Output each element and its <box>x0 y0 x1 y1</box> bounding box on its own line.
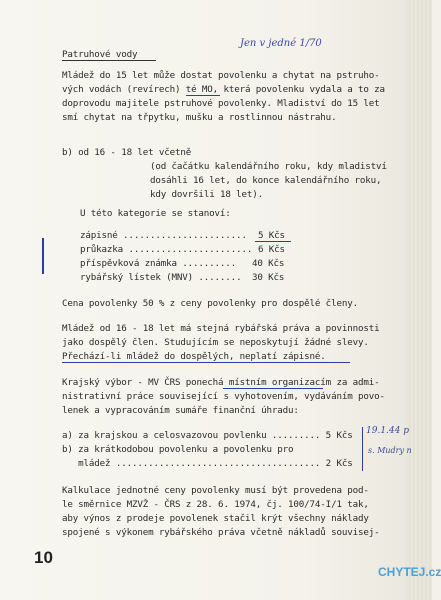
chytej-logo <box>378 565 441 587</box>
item-b-sub2: dosáhli 16 let, do konce kalendářního roku, <box>150 175 382 186</box>
page-edge <box>406 0 432 600</box>
para3-line3: Přechází-li mládež do dospělých, neplatí zápisné. <box>62 351 326 362</box>
fee-b-line: b) za krátkodobou povolenku a povolenku pro <box>62 444 294 455</box>
page-number: 10 <box>34 548 53 567</box>
para4-line2: nistrativní práce související s vyhotovením, vydáváním povo- <box>62 391 385 402</box>
para1-line1: Mládež do 15 let může dostat povolenku a chytat na pstruho- <box>62 70 380 81</box>
para3-line1: Mládež od 16 - 18 let má stejná rybářská práva a povinnosti <box>62 323 380 334</box>
fee-a-line: a) za krajskou a celosvazovou povlenku ......... 5 Kčs <box>62 430 353 441</box>
para1-line4: smí chytat na třpytku, mušku a rostlinnou nástrahu. <box>62 112 337 123</box>
para5-line3: aby výnos z prodeje povolenek stačil krýt všechny náklady <box>62 513 369 524</box>
fee-row-znamka: příspěvková známka .......... <box>80 258 237 269</box>
underline-te-mo <box>186 95 220 96</box>
handwritten-note-right2: s. Mudry n <box>368 446 412 455</box>
para4-line3: lenek a vypracováním sumáře finanční úhradu: <box>62 405 299 416</box>
handwritten-note-top: Jen v jedné 1/70 <box>240 38 322 49</box>
margin-bracket <box>42 238 44 274</box>
para2: Cena povolenky 50 % z ceny povolenky pro dospělé členy. <box>62 298 358 309</box>
underline-mistnim <box>223 388 323 389</box>
para5-line2: le směrnice MZVŽ - ČRS z 28. 6. 1974, čj. 100/74-I/1 tak, <box>62 499 369 510</box>
para4-line1: Krajský výbor - MV ČRS ponechá místním organizacím za admi- <box>62 377 380 388</box>
para3-line2: jako dospělý člen. Studujícím se neposkytují žádné slevy. <box>62 337 369 348</box>
underline-prechazi <box>62 362 350 363</box>
underline-5kcs <box>255 241 291 242</box>
item-b-line: b) od 16 - 18 let včetně <box>62 147 192 158</box>
para5-line1: Kalkulace jednotné ceny povolenky musí být provedena pod- <box>62 485 369 496</box>
logo-text: CHYTEJ.cz <box>378 565 441 579</box>
fee-row-listek: rybářský lístek (MNV) ........ <box>80 272 242 283</box>
fee-value-prukazka: 6 Kčs <box>258 244 285 255</box>
para1-line2: vých vodách (revírech) té MO, která povolenku vydala a to za <box>62 84 385 95</box>
category-title: U této kategorie se stanoví: <box>80 208 231 219</box>
fee-value-znamka: 40 Kčs <box>252 258 285 269</box>
para1-line3: doprovodu majitele pstruhové povolenky. Mladiství do 15 let <box>62 98 380 109</box>
fee-row-prukazka: průkazka ....................... <box>80 244 253 255</box>
para5-line4: spojené s výkonem rybářského práva včetně nákladů souvisej- <box>62 527 380 538</box>
fee-value-zapisne: 5 Kčs <box>258 230 285 241</box>
handwritten-note-right1: 19.1.44 p <box>366 426 409 436</box>
item-b-sub1: (od čačátku kalendářního roku, kdy mladiství <box>150 161 387 172</box>
fee-row-zapisne: zápisné ....................... <box>80 230 247 241</box>
section-title: Patruhové vody <box>62 49 138 60</box>
fee-value-listek: 30 Kčs <box>252 272 285 283</box>
title-underline <box>62 60 156 61</box>
item-b-sub3: kdy dovršili 18 let). <box>150 189 264 200</box>
margin-right-bracket <box>362 427 363 471</box>
fee-b-line2: mládež ...................................... 2 Kčs <box>62 458 353 469</box>
